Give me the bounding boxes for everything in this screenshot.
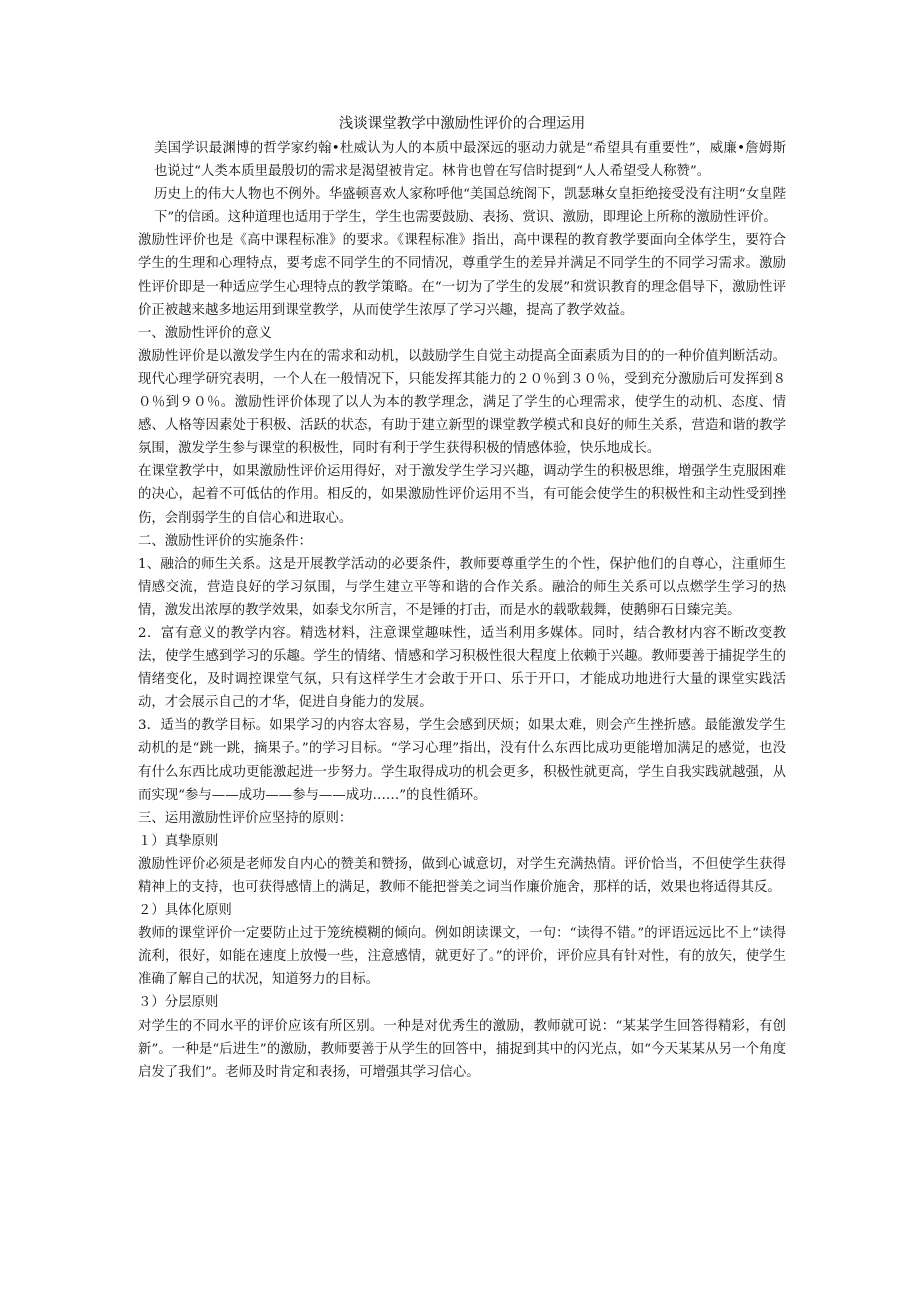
document-body [138, 137, 786, 1084]
paragraph: 美国学识最渊博的哲学家约翰•杜威认为人的本质中最深远的驱动力就是“希望具有重要性”，威廉•詹姆斯也说过“人类本质里最殷切的需求是渴望被肯定。林肯也曾在写信时提到“人人希望受人称赞”。 [154, 141, 786, 180]
paragraph: 2．富有意义的教学内容。精选材料，注意课堂趣味性，适当利用多媒体。同时，结合教材内容不断改变教法，使学生感到学习的乐趣。学生的情绪、情感和学习积极性很大程度上依赖于兴趣。教师要善于捕捉学生的情绪变化，及时调控课堂气氛，只有这样学生才会敢于开口、乐于开口，才能成功地进行大量的课堂实践活动，才会展示自己的才华，促进自身能力的发展。 [138, 625, 786, 711]
section-heading: 一、激励性评价的意义 [138, 325, 272, 341]
paragraph: 历史上的伟大人物也不例外。华盛顿喜欢人家称呼他“美国总统阁下，凯瑟琳女皇拒绝接受没有注明“女皇陛下”的信函。这种道理也适用于学生，学生也需要鼓励、表扬、赏识、激励，即理论上所称的激励性评价。 [154, 187, 786, 226]
document-page [138, 112, 786, 1084]
section-heading: １）真挚原则 [138, 833, 219, 849]
document-title: 浅谈课堂教学中激励性评价的合理运用 [338, 116, 586, 132]
paragraph: 激励性评价是以激发学生内在的需求和动机，以鼓励学生自觉主动提高全面素质为目的的一种价值判断活动。现代心理学研究表明，一个人在一般情况下，只能发挥其能力的２０％到３０％，受到充分激励后可发挥到８０％到９０％。激励性评价体现了以人为本的教学理念，满足了学生的心理需求，使学生的动机、态度、情感、人格等因素处于积极、活跃的状态，有助于建立新型的课堂教学模式和良好的师生关系，营造和谐的教学氛围，激发学生参与课堂的积极性，同时有利于学生获得积极的情感体验，快乐地成长。 [138, 348, 786, 457]
paragraph: 激励性评价必须是老师发自内心的赞美和赞扬，做到心诚意切，对学生充满热情。评价恰当，不但使学生获得精神上的支持，也可获得感情上的满足，教师不能把誉美之词当作廉价施舍，那样的话，效果也将适得其反。 [138, 856, 786, 895]
paragraph: 激励性评价也是《高中课程标准》的要求。《课程标准》指出，高中课程的教育教学要面向全体学生，要符合学生的生理和心理特点，要考虑不同学生的不同情况，尊重学生的差异并满足不同学生的不同学习需求。激励性评价即是一种适应学生心理特点的教学策略。在“一切为了学生的发展”和赏识教育的理念倡导下，激励性评价正被越来越多地运用到课堂教学，从而使学生浓厚了学习兴趣，提高了教学效益。 [138, 233, 786, 318]
paragraph: 对学生的不同水平的评价应该有所区别。一种是对优秀生的激励，教师就可说：“某某学生回答得精彩，有创新”。一种是“后进生”的激励，教师要善于从学生的回答中，捕捉到其中的闪光点，如“今天某某从另一个角度启发了我们”。老师及时肯定和表扬，可增强其学习信心。 [138, 1018, 786, 1080]
paragraph: 教师的课堂评价一定要防止过于笼统模糊的倾向。例如朗读课文，一句：“读得不错。”的评语远远比不上“读得流利，很好，如能在速度上放慢一些，注意感情，就更好了。”的评价，评价应具有针对性，有的放矢，使学生准确了解自己的状况，知道努力的目标。 [138, 926, 786, 988]
paragraph: 1、融洽的师生关系。这是开展教学活动的必要条件，教师要尊重学生的个性，保护他们的自尊心，注重师生情感交流，营造良好的学习氛围，与学生建立平等和谐的合作关系。融洽的师生关系可以点燃学生学习的热情，激发出浓厚的教学效果，如泰戈尔所言，不是锤的打击，而是水的载歌载舞，使鹅卵石日臻完美。 [138, 556, 786, 618]
section-heading: 三、运用激励性评价应坚持的原则： [138, 810, 353, 826]
paragraph: 3．适当的教学目标。如果学习的内容太容易，学生会感到厌烦；如果太难，则会产生挫折感。最能激发学生动机的是“跳一跳，摘果子。”的学习目标。“学习心理”指出，没有什么东西比成功更能增加满足的感觉，也没有什么东西比成功更能激起进一步努力。学生取得成功的机会更多，积极性就更高，学生自我实践就越强，从而实现“参与——成功——参与——成功……”的良性循环。 [138, 718, 786, 803]
section-heading: 二、激励性评价的实施条件： [138, 533, 313, 549]
paragraph: 在课堂教学中，如果激励性评价运用得好，对于激发学生学习兴趣，调动学生的积极思维，增强学生克服困难的决心，起着不可低估的作用。相反的，如果激励性评价运用不当，有可能会使学生的积极性和主动性受到挫伤，会削弱学生的自信心和进取心。 [138, 464, 786, 526]
section-heading: ２）具体化原则 [138, 903, 232, 919]
section-heading: ３）分层原则 [138, 995, 219, 1011]
